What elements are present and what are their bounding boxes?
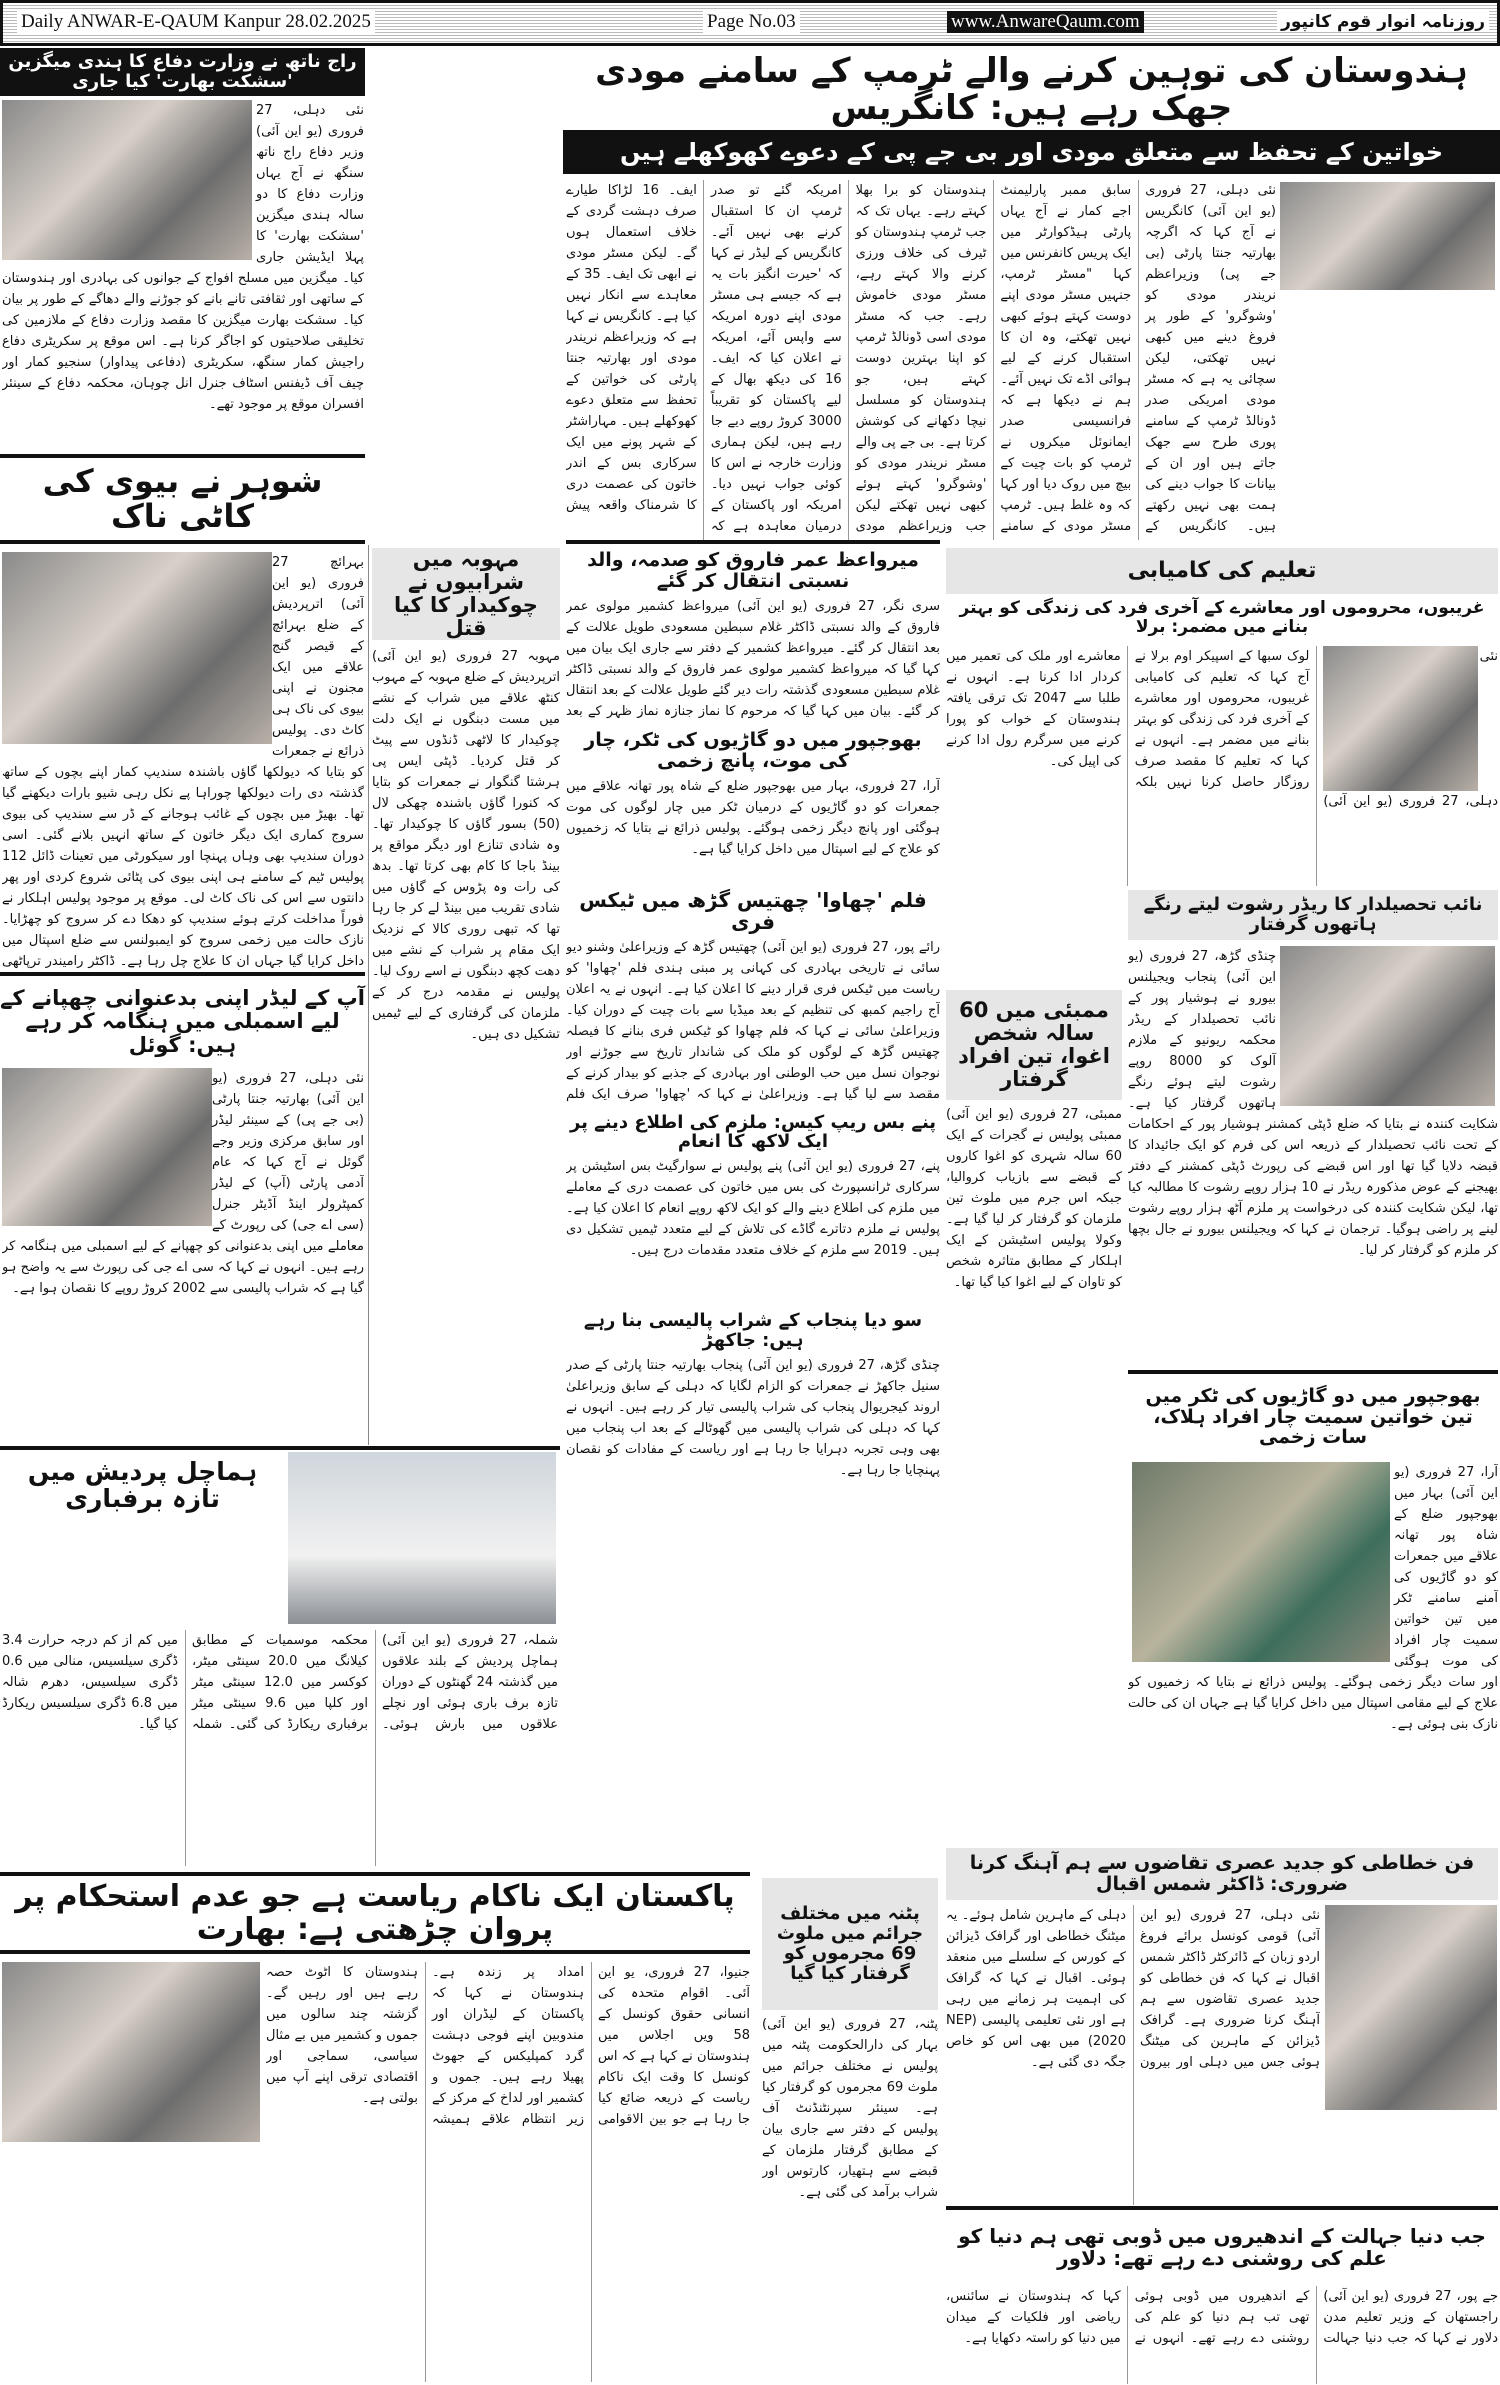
- bhojpur-crash-headline: بھوجپور میں دو گاڑیوں کی ٹکر، چار کی موت، پانچ زخمی: [584, 728, 922, 772]
- pune-bus-body: پنے، 27 فروری (یو این آئی) پنے پولیس نے سوارگیٹ بس اسٹیشن پر سرکاری ٹرانسپورٹ کی بس میں خاتون کی عصمت دری کے معاملے میں ملزم کی اطلاع دینے والے کو ایک لاکھ روپے انعام کا اعلان کیا ہے۔ پولیس نے ملزم دتاترے گاڈے کی تلاش کے لیے متعدد ٹیمیں تشکیل دی ہیں۔ 2019 سے ملزم کے خلاف متعدد مقدمات درج ہیں۔: [566, 1159, 940, 1259]
- nose-headline: شوہر نے بیوی کی کاٹی ناک: [42, 461, 323, 535]
- middle-column: [566, 546, 940, 1868]
- snowfall-photo: [288, 1452, 556, 1624]
- pakistan-article-body: جنیوا، 27 فروری، یو این آئی۔ اقوام متحدہ کی انسانی حقوق کونسل کے 58 ویں اجلاس میں ہندوستان نے کہا ہے کہ اس کونسل کا وقت ایک ناکام ریاست کے ذریعہ ضائع کیا جا رہا ہے جو بین الاقوامی امداد پر زندہ ہے۔ ہندوستان نے کہا کہ پاکستان کے لیڈران اور مندوبین اپنے فوجی دہشت گرد کمپلیکس کے جھوٹ پھیلا رہے ہیں۔ جموں و کشمیر اور لداخ کے مرکز کے زیر انتظام علاقے ہمیشہ ہندوستان کا اٹوٹ حصہ رہے ہیں اور رہیں گے۔ گزشتہ چند سالوں میں جموں و کشمیر میں بے مثال سیاسی، سماجی اور اقتصادی ترقی اپنے آپ میں بولتی ہے۔: [266, 1965, 750, 2127]
- aap-article-body: [2, 1068, 364, 1444]
- birla-text: نئی دہلی، 27 فروری (یو این آئی) لوک سبھا کے اسپیکر اوم برلا نے آج کہا کہ تعلیم کی کامیابی غریبوں، محروموں اور معاشرے کے آخری فرد کی زندگی کو بہتر بنانے میں مضمر ہے۔ انہوں نے کہا کہ تعلیم کا مقصد صرف روزگار حاصل کرنا نہیں بلکہ معاشرے اور ملک کی تعمیر میں کردار ادا کرنا ہے۔ انہوں نے طلبا سے 2047 تک ترقی یافتہ ہندوستان کے خواب کو پورا کرنے میں سرگرم رول ادا کرنے کی اپیل کی۔: [946, 649, 1498, 809]
- punjab-liquor-body: چنڈی گڑھ، 27 فروری (یو این آئی) پنجاب بھارتیہ جنتا پارٹی کے صدر سنیل جاکھڑ نے جمعرات کو الزام لگایا کہ دہلی کے سابق وزیراعلیٰ اروند کیجریوال پنجاب کی شراب پالیسی تیار کر رہے ہیں۔ انہوں نے کہا کہ دہلی کی شراب پالیسی میں گھوٹالے کے بعد اب پنجاب میں بھی وہی تجربہ دہرایا جا رہا ہے اور ریاست کے مفادات کو نقصان پہنچایا جا رہا ہے۔: [566, 1357, 940, 1478]
- chhaava-article-body: رائے پور، 27 فروری (یو این آئی) چھتیس گڑھ کے وزیراعلیٰ وشنو دیو سائی نے تاریخی بہادری کی کہانی پر مبنی ہندی فلم 'چھاوا' کو ریاست میں ٹیکس فری قرار دینے کا اعلان کیا ہے۔ انہوں نے یہ اعلان آج راجیم کمبھ کی تنظیم کے بعد میڈیا سے بات چیت کے دوران کیا۔ وزیراعلیٰ سائی نے کہا کہ فلم چھاوا کو ٹیکس فری بنانے کا فیصلہ چھتیس گڑھ کے لوگوں کو ملک کی شاندار تاریخ سے جوڑنے اور نوجوان نسل میں حب الوطنی اور بہادری کے جذبے کو بیدار کرنے کے مقصد سے لیا گیا ہے۔ وزیراعلیٰ نے کہا کہ 'چھاوا' صرف ایک فلم: [566, 939, 940, 1102]
- taleem-headline: تعلیم کی کامیابی: [946, 548, 1498, 594]
- mahoba-article-body: مہوبہ 27 فروری (یو این آئی) اترپردیش کے ضلع مہوبہ کے مہوب کنٹھ علاقے میں شراب کے نشے میں مست دبنگوں نے ایک دلت چوکیدار کا لاٹھی ڈنڈوں سے پیٹ کر قتل کردیا۔ ڈپٹی ایس پی ہرشتا گنگوار نے جمعرات کو بتایا کہ کنورا گاؤں باشندہ چھکی لال (50) بسور گاؤں کا چوکیدار تھا۔ وہ شادی تنازع اور دیگر مواقع پر بینڈ باجا کا کام بھی کرتا تھا۔ بدھ کی رات وہ پڑوس کے گاؤں میں شادی تقریب میں بینڈ لے کر جا رہا تھا کہ تبھی روری کالا کے نزدیک ایک مقام پر شراب کے نشے میں دھت کچھ دبنگوں نے اسے روک لیا۔ پولیس نے مقدمہ درج کر کے ملزمان کی گرفتاری کے لیے ٹیمیں تشکیل دی ہیں۔: [372, 649, 560, 1042]
- calligraphy-body: نئی دہلی، 27 فروری (یو این آئی) قومی کونسل برائے فروغ اردو زبان کے ڈائرکٹر ڈاکٹر شمس اقبال نے کہا کہ فن خطاطی کو جدید عصری تقاضوں سے ہم آہنگ کرنا ضروری ہے۔ گرافک ڈیزائن کے ماہرین کی میٹنگ ہوئی جس میں دہلی اور بیرون دہلی کے ماہرین شامل ہوئے۔ یہ میٹنگ خطاطی اور گرافک ڈیزائن کے کورس کے سلسلے میں منعقد ہوئی۔ اقبال نے کہا کہ گرافک کی اہمیت ہر زمانے میں رہی ہے اور نئی تعلیمی پالیسی (NEP 2020) میں بھی اس کو خاص جگہ دی گئی ہے۔: [946, 1908, 1320, 2070]
- main-subheadline: خواتین کے تحفظ سے متعلق مودی اور بی جے پی کے دعوے کھوکھلے ہیں: [563, 130, 1500, 174]
- birla-subheadline: غریبوں، محروموں اور معاشرے کے آخری فرد کی زندگی کو بہتر بنانے میں مضمر: برلا: [959, 598, 1485, 637]
- vijay-goel-photo: [2, 1068, 212, 1226]
- aap-headline: آپ کے لیڈر اپنی بدعنوانی چھپانے کے لیے اسمبلی میں ہنگامہ کر رہے ہیں: گوئل: [0, 986, 365, 1057]
- aap-text: نئی دہلی، 27 فروری (یو این آئی) بھارتیہ جنتا پارٹی (بی جے پی) کے سینئر لیڈر اور سابق مرکزی وزیر وجے گوئل نے آج کہا کہ عام آدمی پارٹی (آپ) کے لیڈر کمپٹرولر اینڈ آڈیٹر جنرل (سی اے جی) کی رپورٹ کے معاملے میں اپنی بدعنوانی کو چھپانے کے لیے اسمبلی میں ہنگامہ کر رہے ہیں۔ انہوں نے کہا کہ سی اے جی کی رپورٹ سے یہ واضح ہو گیا ہے کہ شراب پالیسی سے 2002 کروڑ روپے کا نقصان ہوا ہے۔: [2, 1071, 364, 1296]
- congress-leader-photo: [1280, 182, 1495, 290]
- nose-article-body: [2, 552, 364, 970]
- himachal-article-body: شملہ، 27 فروری (یو این آئی) ہماچل پردیش کے بلند علاقوں میں گذشتہ 24 گھنٹوں کے دوران تازہ برف باری ہوئی اور نچلے علاقوں میں بارش ہوئی۔ محکمہ موسمیات کے مطابق کیلانگ میں 20.0 سینٹی میٹر، کوکسر میں 12.0 سینٹی میٹر اور کلپا میں 9.6 سینٹی میٹر برفباری ریکارڈ کی گئی۔ شملہ میں کم از کم درجہ حرارت 3.4 ڈگری سیلسیس، منالی میں 0.6 ڈگری سیلسیس، دھرم شالہ میں 6.8 ڈگری سیلسیس ریکارڈ کیا گیا۔: [2, 1633, 558, 1732]
- pune-bus-headline: پنے بس ریپ کیس: ملزم کی اطلاع دینے پر ایک لاکھ کا انعام: [569, 1111, 937, 1153]
- rajnath-headline: راج ناتھ نے وزارت دفاع کا ہندی میگزین 'سشکت بھارت' کیا جاری: [0, 48, 365, 96]
- masthead-logo: روزنامہ انوار قوم کانپور: [1277, 11, 1489, 32]
- photo-spacer: [1128, 1462, 1394, 1666]
- photo-spacer: [1276, 946, 1498, 1110]
- himachal-headline: ہماچل پردیش میں تازہ برفباری: [27, 1456, 258, 1513]
- website-link[interactable]: www.AnwareQaum.com: [947, 11, 1144, 33]
- bhojpur-women-body: [1128, 1462, 1498, 1842]
- bhojpur-crash-body: آرا، 27 فروری، بہار میں بھوجپور ضلع کے شاہ پور تھانہ علاقے میں جمعرات کو دو گاڑیوں کے درمیان ٹکر میں چار لوگوں کی موت ہوگئی اور پانچ دیگر زخمی ہوگئے۔ پولیس ذرائع نے بتایا کہ زخمیوں کو علاج کے لیے اسپتال میں داخل کرایا گیا ہے۔: [566, 778, 940, 857]
- rajnath-text: نئی دہلی، 27 فروری (یو این آئی) وزیر دفاع راج ناتھ سنگھ نے آج یہاں وزارت دفاع کا دو سالہ ہندی میگزین 'سشکت بھارت' کا پہلا ایڈیشن جاری کیا۔ میگزین میں مسلح افواج کے جوانوں کی بہادری اور ہندوستان کے ساتھی اور ثقافتی تانے بانے کو جوڑنے والے دھاگے کے طور پر بیان کیا۔ سشکت بھارت میگزین کا مقصد وزارت دفاع کے ملازمین کی تخلیقی صلاحیتوں کو اجاگر کرنا ہے۔ اس موقع پر سکریٹری دفاع راجیش کمار سنگھ، سکریٹری (دفاعی پیداوار) سنجیو کمار اور چیف آف ڈیفنس اسٹاف جنرل انل چوہان، محکمہ دفاع کے سینئر افسران موقع پر موجود تھے۔: [2, 103, 364, 412]
- newspaper-header: [0, 0, 1500, 46]
- naib-text: چنڈی گڑھ، 27 فروری (یو این آئی) پنجاب ویجیلنس بیورو نے ہوشیار پور کے نائب تحصیلدار کے ریڈر محکمہ ریونیو کے ملازم آلوک کو 8000 روپے رشوت لیتے ہوئے رنگے ہاتھوں گرفتار کیا ہے۔ شکایت کنندہ نے بتایا کہ ضلع ڈپٹی کمشنر ہوشیار پور کے احکامات کے تحت نائب تحصیلدار کے ذریعہ اس کی فرم کو ایک جائیداد کا قبضہ دلایا گیا تھا اور اس قبضے کی رپورٹ ڈپٹی کمشنر کے دفتر بھیجنے کے عوض مذکورہ ریڈر نے 10 ہزار روپے رشوت کا مطالبہ کیا تھا، لیکن شکایت کنندہ کی درخواست پر ملزم آٹھ ہزار روپے رشوت لینے پر راضی ہوگیا۔ ترجمان نے کہا کہ ویجیلنس بیورو نے جال بچھا کر ملزم کو گرفتار کر لیا۔: [1128, 949, 1498, 1258]
- mirwaiz-headline: میرواعظ عمر فاروق کو صدمہ، والد نسبتی انتقال کر گئے: [587, 549, 919, 592]
- bhojpur2-text: آرا، 27 فروری (یو این آئی) بہار میں بھوجپور ضلع کے شاہ پور تھانہ علاقے میں جمعرات کو دو گاڑیوں کی آمنے سامنے ٹکر میں تین خواتین سمیت چار افراد کی موت ہوگئی اور سات دیگر زخمی ہوگئے۔ پولیس ذرائع نے بتایا کہ زخمیوں کو علاج کے لیے مقامی اسپتال میں داخل کرایا گیا ہے جہاں ان کی حالت نازک بنی ہوئی ہے۔: [1128, 1465, 1498, 1732]
- main-article-body: نئی دہلی، 27 فروری (یو این آئی) کانگریس نے آج کہا کہ اگرچہ بھارتیہ جنتا پارٹی (بی جے پی) وزیراعظم نریندر مودی کو 'وشوگرو' کے طور پر فروغ دینے میں کبھی نہیں تھکتی، لیکن سچائی یہ ہے کہ مسٹر مودی امریکی صدر ڈونالڈ ٹرمپ کے سامنے پوری طرح سے جھک جاتے ہیں اور ان کے بیانات کا جواب دینے کی ہمت بھی نہیں رکھتے ہیں۔ کانگریس کے سابق ممبر پارلیمنٹ اجے کمار نے آج یہاں پارٹی ہیڈکوارٹر میں ایک پریس کانفرنس میں کہا "مسٹر ٹرمپ، جنہیں مسٹر مودی اپنے دوست کہتے ہوئے کبھی نہیں تھکتے، وہ ان کا استقبال کرنے کے لیے ہوائی اڈے تک نہیں آئے۔ ہم نے دیکھا ہے کہ فرانسیسی صدر ایمانوئل میکروں نے ٹرمپ کو بات چیت کے بیچ میں روک دیا اور کہا کہ وہ غلط ہیں۔ ٹرمپ مسٹر مودی کے سامنے ہندوستان کو برا بھلا کہتے رہے۔ یہاں تک کہ جب ٹرمپ ہندوستان کو ٹیرف کی خلاف ورزی کرنے والا کہتے رہے، مسٹر مودی خاموش رہے۔ جب کہ مسٹر مودی اسی ڈونالڈ ٹرمپ کو اپنا بہترین دوست کہتے ہیں، جو ہندوستان کو مسلسل نیچا دکھانے کی کوشش کرتا ہے۔ بی جے پی والے مسٹر نریندر مودی کو 'وشوگرو' کہتے ہوئے کبھی نہیں تھکتے لیکن جب وزیراعظم مودی امریکہ گئے تو صدر ٹرمپ ان کا استقبال کرنے بھی نہیں آئے۔ کانگریس کے لیڈر نے کہا کہ 'حیرت انگیز بات یہ ہے کہ جیسے ہی مسٹر مودی اپنے دورہ امریکہ سے واپس آئے، امریکہ نے اعلان کیا کہ ایف۔ 16 کی دیکھ بھال کے لیے پاکستان کو تقریباً 3000 کروڑ روپے دیے جا رہے ہیں، لیکن ہماری وزارت خارجہ نے اس کا کوئی جواب نہیں دیا۔ امریکہ اور پاکستان کے درمیان معاہدہ ہے کہ ایف۔ 16 لڑاکا طیارے صرف دہشت گردی کے خلاف استعمال ہوں گے۔ لیکن مسٹر مودی نے ابھی تک ایف۔ 35 کے معاہدے سے انکار نہیں کیا ہے۔ کانگریس نے کہا ہے کہ وزیراعظم نریندر مودی اور بھارتیہ جنتا پارٹی کی خواتین کے تحفظ سے متعلق دعوے کھوکھلے ہیں۔ مہاراشٹر کے شہر پونے میں ایک سرکاری بس کے اندر خاتون کی عصمت دری کا شرمناک واقعہ پیش: [566, 183, 1276, 534]
- dilawar-headline: جب دنیا جہالت کے اندھیروں میں ڈوبی تھی ہم دنیا کو علم کی روشنی دے رہے تھے: دلاور: [958, 2224, 1486, 2270]
- patna-headline: پٹنہ میں مختلف جرائم میں ملوث 69 مجرموں کو گرفتار کیا گیا: [762, 1878, 938, 2010]
- dilawar-body: جے پور، 27 فروری (یو این آئی) راجستھان کے وزیر تعلیم مدن دلاور نے کہا کہ جب دنیا جہالت کے اندھیروں میں ڈوبی ہوئی تھی تب ہم دنیا کو علم کی روشنی دے رہے تھے۔ انہوں نے کہا کہ ہندوستان نے سائنس، ریاضی اور فلکیات کے میدان میں دنیا کو راستہ دکھایا ہے۔: [946, 2289, 1498, 2346]
- pakistan-headline: پاکستان ایک ناکام ریاست ہے جو عدم استحکام پر پروان چڑھتی ہے: بھارت: [15, 1879, 735, 1947]
- punjab-liquor-headline: سو دیا پنجاب کے شراب پالیسی بنا رہے ہیں: جاکھڑ: [583, 1310, 923, 1351]
- photo-spacer: [2, 100, 256, 262]
- unhrc-photo: [2, 1962, 260, 2142]
- mahoba-headline: مہوبہ میں شرابیوں نے چوکیدار کا کیا قتل: [372, 548, 560, 640]
- main-article-lead: [1282, 296, 1495, 540]
- naib-tehsildar-body: [1128, 946, 1498, 1366]
- patna-article-body: پٹنہ، 27 فروری (یو این آئی) بہار کی دارالحکومت پٹنہ میں پولیس نے مختلف جرائم میں ملوث 69 مجرموں کو گرفتار کیا ہے۔ سینئر سپرنٹنڈنٹ آف پولیس کے دفتر سے جاری بیان کے مطابق گرفتار ملزمان کے قبضے سے ہتھیار، کارتوس اور شراب برآمد کی گئی ہے۔: [762, 2017, 938, 2200]
- shams-iqbal-photo: [1325, 1905, 1497, 2110]
- bhojpur-women-headline: بھوجپور میں دو گاڑیوں کی ٹکر میں تین خواتین سمیت چار افراد ہلاک، سات زخمی: [1145, 1384, 1481, 1449]
- mumbai-kidnap-headline: ممبئی میں 60 سالہ شخص اغوا، تین افراد گرفتار: [946, 990, 1122, 1100]
- mirwaiz-article-body: سری نگر، 27 فروری (یو این آئی) میرواعظ کشمیر مولوی عمر فاروق کے والد نسبتی ڈاکٹر غلام سبطین مسعودی طویل علالت کے بعد انتقال کر گئے۔ میرواعظ کشمیر کے دفتر سے جاری ایک بیان میں کہا گیا کہ میرواعظ کشمیر مولوی عمر فاروق کے والد نسبتی ڈاکٹر غلام سبطین مسعودی گذشتہ رات دیر گئے طویل علالت کے بعد انتقال کر گئے۔ بیان میں کہا گیا کہ مرحوم کا نماز جنازہ نماز ظہر کے بعد: [566, 598, 940, 719]
- edition-date: Daily ANWAR-E-QAUM Kanpur 28.02.2025: [17, 11, 375, 33]
- om-birla-photo: [1323, 646, 1478, 791]
- injured-woman-photo: [2, 552, 272, 744]
- mumbai-kidnap-body: ممبئی، 27 فروری (یو این آئی) ممبئی پولیس نے گجرات کے ایک 60 سالہ شہری کو اغوا کاروں کے قبضے سے بازیاب کروالیا، جبکہ اس جرم میں ملوث تین ملزمان کو گرفتار کر لیا گیا ہے۔ وکولا پولیس اسٹیشن کے ایک اہلکار کے مطابق متاثرہ شخص کو تاوان کے لیے اغوا کیا گیا تھا۔: [946, 1107, 1122, 1290]
- nose-text: بہرائچ 27 فروری (یو این آئی) اترپردیش کے ضلع بہرائچ کے قیصر گنج علاقے میں ایک مجنون نے اپنی بیوی کی ناک ہی کاٹ دی۔ پولیس ذرائع نے جمعرات کو بتایا کہ دیولکھا گاؤں باشندہ سندیپ کمار اپنے بچوں کے ساتھ گذشتہ دی رات دیولکھا چوراہا پے نکل رہی شیو بارات دیکھنے گیا تھا۔ بھیڑ میں بچوں کے غائب ہوجانے کے ڈر سے سندیپ کی بیوی سروج کماری ایک دیگر خاتون کے ساتھ انہیں بلانے گئی۔ اسی دوران سندیپ بھی وہاں پہنچا اور سیکورٹی میں تعینات ڈائل 112 پولیس ٹیم کے سامنے ہی اپنی بیوی کی پٹائی شروع کردی اور پھر دانتوں سے اس کی ناک کاٹ لی۔ موقع پر موجود پولیس اہلکار نے فوراً مداخلت کرتے ہوئے سندیپ کو دھکا دے کر سروج کو چھڑایا۔ نازک حالت میں زخمی سروج کو ایمبولنس سے ضلع اسپتال میں داخل کرایا گیا جہاں ان کا علاج چل رہا ہے۔ ڈاکٹر رامیندر ترپاٹھی: [2, 555, 364, 969]
- naib-tehsildar-headline: نائب تحصیلدار کا ریڈر رشوت لیتے رنگے ہاتھوں گرفتار: [1128, 890, 1498, 940]
- chhaava-headline: فلم 'چھاوا' چھتیس گڑھ میں ٹیکس فری: [579, 887, 927, 934]
- main-headline: ہندوستان کی توہین کرنے والے ٹرمپ کے سامنے مودی جھک رہے ہیں: کانگریس: [595, 50, 1468, 128]
- calligraphy-headline: فن خطاطی کو جدید عصری تقاضوں سے ہم آہنگ کرنا ضروری: ڈاکٹر شمس اقبال: [946, 1848, 1498, 1900]
- birla-article-body: [946, 646, 1498, 886]
- page-number: Page No.03: [703, 11, 800, 33]
- rajnath-article-body: [2, 100, 364, 452]
